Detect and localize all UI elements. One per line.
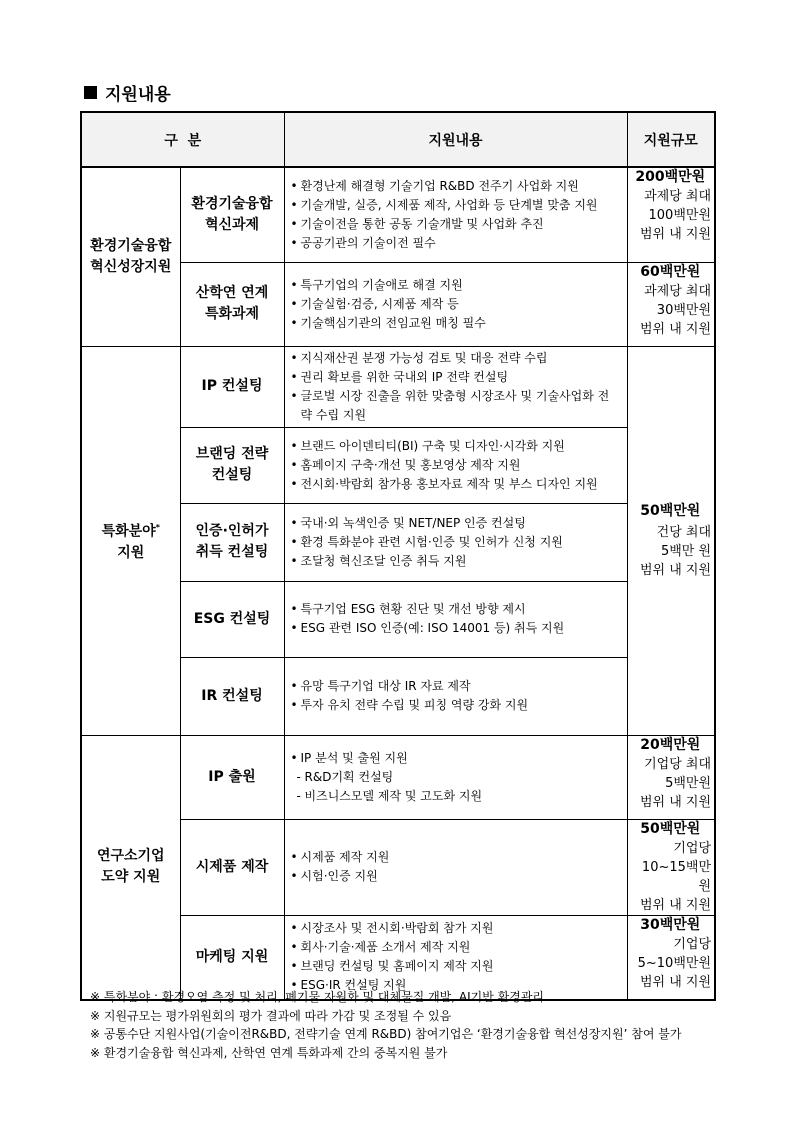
content-list: [291, 848, 621, 886]
scale-detail: 5백만 원: [660, 543, 712, 559]
list-item: • 환경난제 해결형 기술기업 R&BD 전주기 사업화 지원: [291, 177, 621, 196]
subcategory-cell: [180, 581, 284, 657]
scale-amount: 30백만원: [640, 916, 701, 933]
list-item: • 조달청 혁신조달 인증 취득 지원: [291, 552, 621, 571]
scale-cell: [627, 167, 715, 262]
category-label: 도약 지원: [101, 869, 161, 886]
scale-detail: 범위 내 지원: [639, 974, 712, 990]
list-item: • 공공기관의 기술이전 필수: [291, 234, 621, 253]
scale-cell: [627, 735, 715, 819]
subcategory-label: 시제품 제작: [195, 858, 269, 875]
content-cell: [284, 735, 627, 819]
content-cell: [284, 503, 627, 581]
category-label: 연구소기업: [96, 848, 165, 865]
subcategory-label: 산학연 연계: [195, 285, 269, 301]
footnote: ※ 특화분야 : 환경오염 측정 및 처리, 폐기물 자원화 및 대체물질 개발, AI기반 환경관리: [90, 990, 545, 1004]
list-item: • IP 분석 및 출원 지원: [291, 749, 621, 768]
scale-cell: [627, 819, 715, 915]
subcategory-cell: [180, 503, 284, 581]
category-label: 특화분야: [101, 523, 156, 540]
category-label: 지원: [117, 544, 145, 561]
table-header-row: [81, 112, 715, 167]
subcategory-label: 브랜딩 전략: [195, 446, 269, 462]
subcategory-cell: [180, 262, 284, 346]
table-row: [81, 167, 715, 262]
footnote: ※ 공통수단 지원사업(기술이전R&BD, 전략기술 연계 R&BD) 참여기업은 ‘환경기술융합 혁선성장지원’ 참여 불가: [90, 1027, 682, 1041]
content-cell: [284, 819, 627, 915]
scale-detail: 기업당 최대: [644, 756, 712, 772]
subcategory-cell: [180, 346, 284, 427]
scale-amount: 20백만원: [640, 736, 701, 753]
category-label: 혁신성장지원: [90, 258, 172, 275]
list-item: • 기술실험·검증, 시제품 제작 등: [291, 295, 621, 314]
header-content: 지원내용: [284, 112, 627, 167]
category-label: 환경기술융합: [90, 237, 172, 254]
subcategory-cell: [180, 427, 284, 503]
category-cell: [81, 735, 180, 1000]
content-list: [291, 600, 621, 638]
table-row: [81, 346, 715, 427]
scale-detail: 범위 내 지원: [639, 897, 712, 913]
list-item: • 기술개발, 실증, 시제품 제작, 사업화 등 단계별 맞춤 지원: [291, 196, 621, 215]
content-cell: [284, 657, 627, 735]
subcategory-cell: [180, 819, 284, 915]
content-cell: [284, 262, 627, 346]
list-item: • 시제품 제작 지원: [291, 848, 621, 867]
footnotes: [90, 988, 681, 1062]
list-item: • 투자 유치 전략 수립 및 피칭 역량 강화 지원: [291, 696, 621, 715]
square-bullet-icon: [84, 86, 97, 99]
list-item: • 유망 특구기업 대상 IR 자료 제작: [291, 677, 621, 696]
subcategory-cell: [180, 167, 284, 262]
scale-detail: 건당 최대: [656, 524, 712, 540]
content-list: [291, 677, 621, 715]
sub-list-item: - 비즈니스모델 제작 및 고도화 지원: [291, 787, 621, 806]
list-item: • 전시회·박람회 참가용 홍보자료 제작 및 부스 디자인 지원: [291, 475, 621, 494]
list-item: • ESG 관련 ISO 인증(예: ISO 14001 등) 취득 지원: [291, 619, 621, 638]
category-cell: [81, 346, 180, 735]
content-cell: [284, 167, 627, 262]
subcategory-label: 특화과제: [204, 306, 260, 322]
scale-detail: 범위 내 지원: [639, 794, 712, 810]
list-item: • 브랜드 아이덴티티(BI) 구축 및 디자인·시각화 지원: [291, 437, 621, 456]
footnote: ※ 환경기술융합 혁신과제, 산학연 연계 특화과제 간의 중복지원 불가: [90, 1045, 448, 1060]
list-item: • 지식재산권 분쟁 가능성 검토 및 대응 전략 수립: [291, 349, 621, 368]
footnote: ※ 지원규모는 평가위원회의 평가 결과에 따라 가감 및 조정될 수 있음: [90, 1008, 452, 1023]
scale-amount: 50백만원: [640, 502, 701, 519]
content-list: [291, 437, 621, 494]
list-item: • 특구기업의 기술애로 해결 지원: [291, 276, 621, 295]
section-heading-text: 지원내용: [105, 85, 171, 105]
list-item: • 기술이전을 통한 공동 기술개발 및 사업화 추진: [291, 215, 621, 234]
content-list: [291, 349, 621, 425]
content-list: [291, 177, 621, 253]
header-category: 구 분: [81, 112, 284, 167]
scale-amount: 50백만원: [640, 820, 701, 837]
sub-list-item: - R&D기획 컨설팅: [291, 768, 621, 787]
scale-detail: 범위 내 지원: [639, 227, 712, 242]
subcategory-cell: [180, 657, 284, 735]
support-table: [80, 111, 716, 1001]
subcategory-label: 환경기술융합: [191, 195, 273, 212]
subcategory-label: 취득 컨설팅: [195, 544, 269, 560]
subcategory-label: ESG 컨설팅: [193, 610, 271, 627]
list-item: • 권리 확보를 위한 국내외 IP 전략 컨설팅: [291, 368, 621, 387]
header-scale: 지원규모: [627, 112, 715, 167]
scale-detail: 100백만원: [648, 208, 712, 223]
scale-detail: 5백만원: [665, 775, 712, 791]
scale-amount: 200백만원: [635, 169, 706, 185]
content-list: [291, 919, 621, 995]
content-list: [291, 276, 621, 333]
scale-cell: [627, 262, 715, 346]
subcategory-label: 마케팅 지원: [195, 948, 269, 965]
scale-detail: 과제당 최대: [644, 283, 712, 299]
list-item: • 시험·인증 지원: [291, 867, 621, 886]
subcategory-label: IR 컨설팅: [201, 687, 263, 704]
section-heading: [84, 80, 171, 105]
subcategory-label: 혁신과제: [204, 216, 260, 233]
subcategory-cell: [180, 735, 284, 819]
list-item: • 국내·외 녹색인증 및 NET/NEP 인증 컨설팅: [291, 514, 621, 533]
scale-detail: 기업당: [673, 936, 712, 952]
scale-detail: 과제당 최대: [644, 189, 712, 204]
list-item: • 환경 특화분야 관련 시험·인증 및 인허가 신청 지원: [291, 533, 621, 552]
content-list: [291, 514, 621, 571]
subcategory-label: 인증·인허가: [195, 523, 269, 539]
scale-detail: 기업당: [673, 840, 712, 856]
list-item: • 브랜딩 컨설팅 및 홈페이지 제작 지원: [291, 957, 621, 976]
list-item: • 글로벌 시장 진출을 위한 맞춤형 시장조사 및 기술사업화 전략 수립 지원: [291, 387, 621, 425]
scale-detail: 범위 내 지원: [639, 321, 712, 337]
content-cell: [284, 581, 627, 657]
content-cell: [284, 346, 627, 427]
subcategory-label: IP 컨설팅: [201, 378, 263, 394]
scale-cell: [627, 346, 715, 735]
subcategory-label: IP 출원: [208, 768, 256, 785]
list-item: • 특구기업 ESG 현황 진단 및 개선 방향 제시: [291, 600, 621, 619]
list-item: • 회사·기술·제품 소개서 제작 지원: [291, 938, 621, 957]
scale-detail: 범위 내 지원: [639, 562, 712, 578]
list-item: • ESG·IR 컨설팅 지원: [291, 976, 621, 995]
category-cell: [81, 167, 180, 346]
scale-detail: 10~15백만원: [641, 859, 712, 894]
content-list: [291, 749, 621, 806]
table-row: [81, 735, 715, 819]
subcategory-label: 컨설팅: [211, 467, 253, 483]
footnote-mark: *: [155, 523, 160, 533]
list-item: • 기술핵심기관의 전임교원 매칭 필수: [291, 314, 621, 333]
category-label-line: [82, 517, 180, 543]
scale-amount: 60백만원: [640, 263, 701, 280]
scale-detail: 5~10백만원: [637, 955, 712, 971]
list-item: • 시장조사 및 전시회·박람회 참가 지원: [291, 919, 621, 938]
scale-detail: 30백만원: [656, 302, 712, 318]
list-item: • 홈페이지 구축·개선 및 홍보영상 제작 지원: [291, 456, 621, 475]
content-cell: [284, 427, 627, 503]
